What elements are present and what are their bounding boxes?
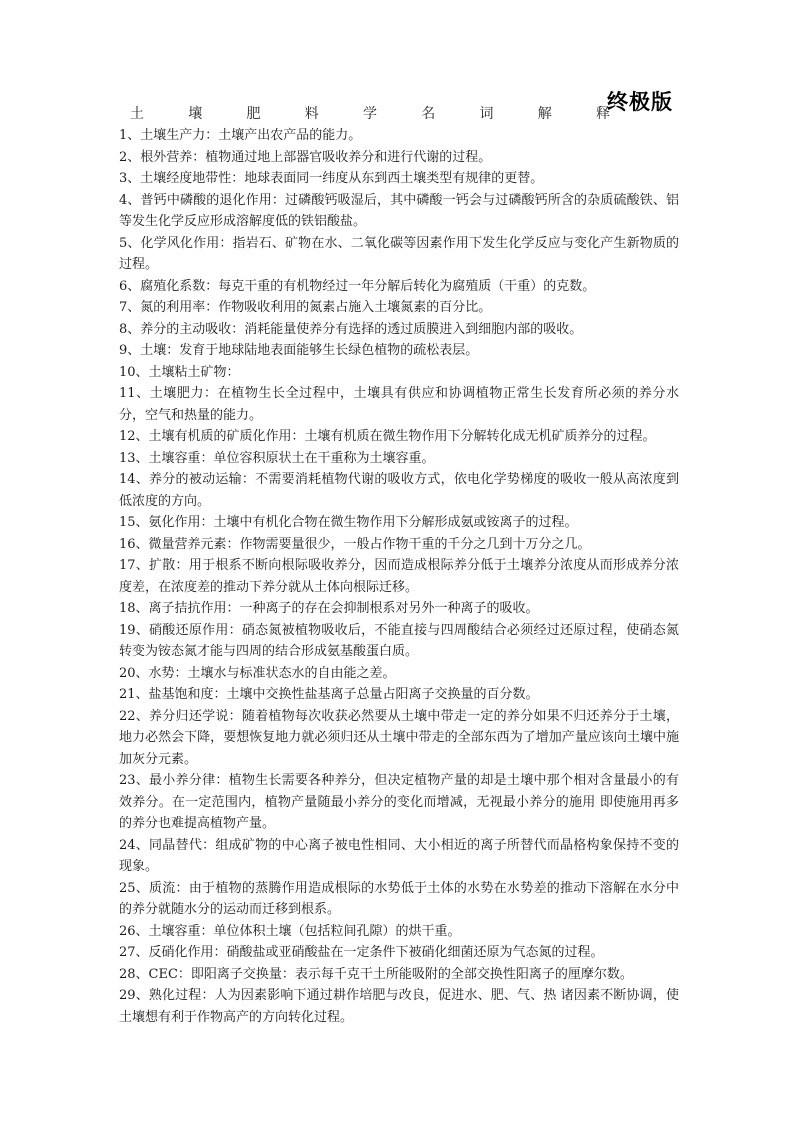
definition-entry: 20、水势：土壤水与标准状态水的自由能之差。	[119, 665, 396, 681]
title-char: 料	[304, 106, 319, 122]
definition-entry: 14、养分的被动运输：不需要消耗植物代谢的吸收方式，依电化学势梯度的吸收一般从高浓度到低浓度的方向。	[119, 472, 679, 509]
document-title	[130, 103, 610, 123]
definition-entry: 22、养分归还学说：随着植物每次收获必然要从土壤中带走一定的养分如果不归还养分于土壤，地力必然会下降，要想恢复地力就必须归还从土壤中带走的全部东西为了增加产量应该向土壤中施加灰分元素。	[119, 708, 679, 767]
definition-entry: 3、土壤经度地带性：地球表面同一纬度从东到西土壤类型有规律的更替。	[119, 171, 544, 186]
title-char: 名	[421, 106, 436, 122]
definition-entry: 13、土壤容重：单位容积原状土在干重称为土壤容重。	[119, 450, 435, 466]
definition-entry: 28、CEC：即阳离子交换量：表示每千克干土所能吸附的全部交换性阳离子的厘摩尔数。	[119, 966, 633, 982]
definition-entry: 26、土壤容重：单位体积土壤（包括粒间孔隙）的烘干重。	[119, 923, 461, 939]
definition-entry: 11、土壤肥力：在植物生长全过程中，土壤具有供应和协调植物正常生长发育所必须的养分水分，空气和热量的能力。	[119, 386, 679, 423]
title-char: 释	[596, 106, 610, 122]
definition-entry: 29、熟化过程：人为因素影响下通过耕作培肥与改良，促进水、肥、气、热 诸因素不断协调，使土壤想有利于作物高产的方向转化过程。	[119, 988, 679, 1025]
title-char: 肥	[246, 106, 261, 122]
definition-entry: 25、质流：由于植物的蒸腾作用造成根际的水势低于土体的水势在水势差的推动下溶解在水分中的养分就随水分的运动而迁移到根系。	[119, 880, 679, 917]
definition-entry: 5、化学风化作用：指岩石、矿物在水、二氧化碳等因素作用下发生化学反应与变化产生新物质的过程。	[119, 235, 679, 272]
definition-entry: 9、土壤：发育于地球陆地表面能够生长绿色植物的疏松表层。	[119, 343, 479, 358]
definition-entry: 24、同晶替代：组成矿物的中心离子被电性相同、大小相近的离子所替代而晶格构象保持不变的现象。	[119, 837, 679, 874]
definition-entry: 4、普钙中磷酸的退化作用：过磷酸钙吸湿后，其中磷酸一钙会与过磷酸钙所含的杂质硫酸铁、铝等发生化学反应形成溶解度低的铁铝酸盐。	[119, 192, 679, 229]
definition-entry: 17、扩散：用于根系不断向根际吸收养分，因而造成根际养分低于土壤养分浓度从而形成养分浓度差，在浓度差的推动下养分就从土体向根际迁移。	[119, 558, 679, 595]
title-char: 词	[479, 106, 494, 122]
definition-entry: 27、反硝化作用：硝酸盐或亚硝酸盐在一定条件下被硝化细菌还原为气态氮的过程。	[119, 945, 604, 960]
definition-entry: 1、土壤生产力：土壤产出农产品的能力。	[119, 128, 362, 143]
definition-entry: 19、硝酸还原作用：硝态氮被植物吸收后，不能直接与四周酸结合必须经过还原过程，使硝态氮转变为铵态氮才能与四周的结合形成氨基酸蛋白质。	[119, 622, 679, 659]
title-char: 壤	[188, 106, 203, 122]
title-char: 学	[363, 106, 377, 122]
definition-entry: 7、氮的利用率：作物吸收利用的氮素占施入土壤氮素的百分比。	[119, 300, 492, 315]
definition-entry: 10、土壤粘土矿物：	[119, 364, 240, 380]
title-char: 土	[130, 106, 144, 122]
version-badge: 终极版	[607, 90, 673, 114]
title-char: 解	[537, 106, 552, 122]
definition-entry: 15、氨化作用：土壤中有机化合物在微生物作用下分解形成氨或铵离子的过程。	[119, 515, 578, 530]
definition-list	[119, 125, 679, 1028]
definition-entry: 12、土壤有机质的矿质化作用：土壤有机质在微生物作用下分解转化成无机矿质养分的过程。	[119, 429, 656, 444]
definition-entry: 6、腐殖化系数：每克干重的有机物经过一年分解后转化为腐殖质（干重）的克数。	[119, 278, 596, 294]
definition-entry: 2、根外营养：植物通过地上部器官吸收养分和进行代谢的过程。	[119, 149, 492, 165]
definition-entry: 23、最小养分律：植物生长需要各种养分，但决定植物产量的却是土壤中那个相对含量最小的有效养分。在一定范围内，植物产量随最小养分的变化而增减，无视最小养分的施用 即使施用再多的养分也难提高植物产量。	[119, 773, 679, 831]
definition-entry: 8、养分的主动吸收：消耗能量使养分有选择的透过质膜进入到细胞内部的吸收。	[119, 321, 583, 337]
definition-entry: 18、离子拮抗作用：一种离子的存在会抑制根系对另外一种离子的吸收。	[119, 601, 539, 616]
definition-entry: 16、微量营养元素：作物需要量很少，一般占作物干重的千分之几到十万分之几。	[119, 536, 591, 552]
definition-entry: 21、盐基饱和度：土壤中交换性盐基离子总量占阳离子交换量的百分数。	[119, 687, 539, 702]
